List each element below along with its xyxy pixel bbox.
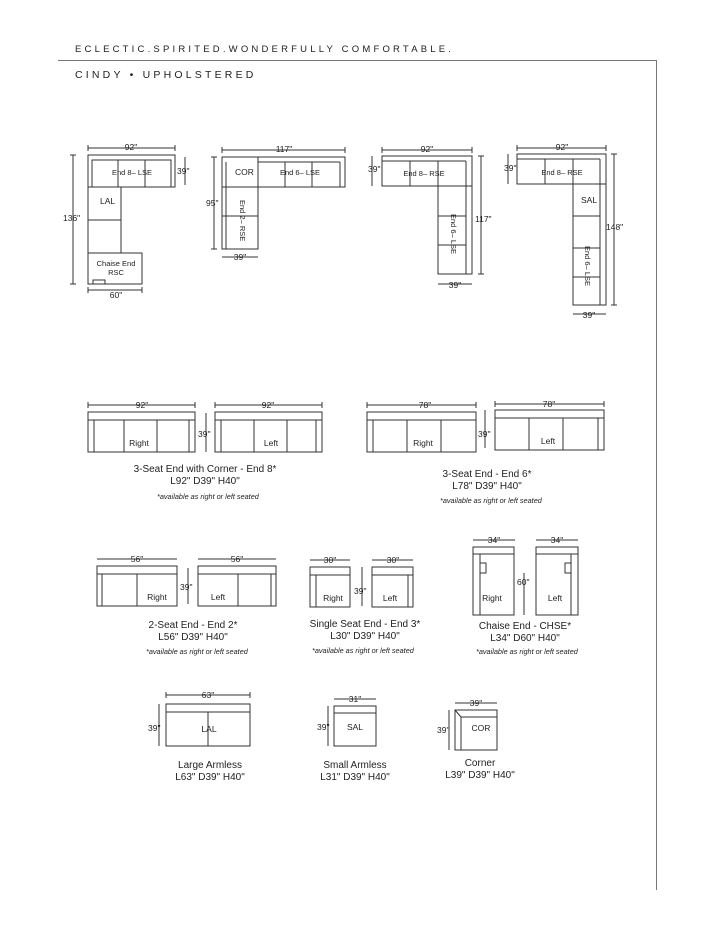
- config-3-diagram: [368, 144, 492, 290]
- piece-2seat: [97, 554, 276, 606]
- p6-name: Large Armless: [178, 760, 242, 771]
- p5-width-right: 34": [487, 535, 501, 545]
- piece-corner: [437, 698, 497, 750]
- c2-side-label: End 2– RSE: [238, 200, 247, 242]
- p7-dims: L31" D39" H40": [320, 772, 390, 783]
- p2-dims: L78" D39" H40": [452, 481, 522, 492]
- p2-right-label: Right: [413, 438, 433, 448]
- c3-top-label: End 8– RSE: [403, 169, 445, 178]
- c4-height: 148": [606, 222, 624, 232]
- p3-width-right: 56": [130, 554, 144, 564]
- c4-side-label: End 6– LSE: [583, 246, 592, 287]
- p6-label: LAL: [201, 724, 217, 734]
- p1-depth: 39": [198, 429, 211, 439]
- config-1-diagram: [63, 142, 189, 300]
- p7-name: Small Armless: [323, 760, 387, 771]
- p2-caption: [387, 469, 587, 493]
- p1-name: 3-Seat End with Corner - End 8*: [133, 464, 277, 475]
- p3-depth: 39": [180, 582, 193, 592]
- piece-single-seat: [310, 555, 413, 607]
- p5-caption: [450, 621, 600, 645]
- p7-depth: 39": [317, 722, 330, 732]
- p1-left-label: Left: [263, 438, 279, 448]
- c2-width: 117": [275, 144, 293, 154]
- p3-dims: L56" D39" H40": [158, 632, 228, 643]
- p8-width: 39": [469, 698, 483, 708]
- c1-height: 136": [63, 213, 81, 223]
- p4-dims: L30" D39" H40": [330, 631, 400, 642]
- c4-top-label: End 8– RSE: [541, 168, 583, 177]
- c1-bottom: 60": [109, 290, 123, 300]
- p1-width-right: 92": [135, 400, 149, 410]
- brand-tagline: ECLECTIC.SPIRITED.WONDERFULLY COMFORTABLE.: [75, 44, 455, 55]
- p2-width-left: 78": [542, 399, 556, 409]
- p3-name: 2-Seat End - End 2*: [148, 620, 238, 631]
- p4-left-label: Left: [382, 593, 398, 603]
- p5-note: *available as right or left seated: [476, 647, 578, 656]
- p1-note: *available as right or left seated: [157, 492, 259, 501]
- c3-depth: 39": [368, 164, 381, 174]
- p7-label: SAL: [346, 722, 364, 732]
- piece-small-armless: [317, 694, 376, 746]
- p1-dims: L92" D39" H40": [170, 476, 240, 487]
- p4-right-label: Right: [323, 593, 343, 603]
- p1-width-left: 92": [261, 400, 275, 410]
- c1-depth: 39": [177, 166, 190, 176]
- p4-depth: 39": [354, 586, 367, 596]
- p2-width-right: 78": [418, 400, 432, 410]
- p4-name: Single Seat End - End 3*: [309, 619, 421, 630]
- p8-depth: 39": [437, 725, 450, 735]
- c1-chaise-label: Chaise End: [96, 259, 136, 268]
- c3-bottom: 39": [448, 280, 462, 290]
- c4-width: 92": [555, 142, 569, 152]
- p5-dims: L34" D60" H40": [490, 633, 560, 644]
- p8-name: Corner: [464, 758, 496, 769]
- p3-left-label: Left: [210, 592, 226, 602]
- collection-title: CINDY • UPHOLSTERED: [75, 69, 257, 81]
- p5-name: Chaise End - CHSE*: [478, 621, 572, 632]
- piece-3seat-corner: [88, 400, 322, 452]
- p5-width-left: 34": [550, 535, 564, 545]
- c2-height: 95": [206, 198, 219, 208]
- p5-left-label: Left: [547, 593, 563, 603]
- config-2-diagram: [206, 144, 345, 262]
- p2-name: 3-Seat End - End 6*: [442, 469, 532, 480]
- p3-caption: [108, 620, 278, 644]
- p6-dims: L63" D39" H40": [175, 772, 245, 783]
- c3-side-label: End 6– LSE: [449, 214, 458, 255]
- c4-sal-label: SAL: [581, 195, 598, 205]
- p4-width-left: 30": [386, 555, 400, 565]
- p8-label: COR: [471, 723, 491, 733]
- p4-note: *available as right or left seated: [312, 646, 414, 655]
- p3-note: *available as right or left seated: [146, 647, 248, 656]
- p8-caption: [410, 758, 550, 782]
- piece-large-armless: [148, 690, 250, 746]
- c2-top-label: End 6– LSE: [279, 168, 321, 177]
- p4-width-right: 30": [323, 555, 337, 565]
- p3-width-left: 56": [230, 554, 244, 564]
- p2-note: *available as right or left seated: [440, 496, 542, 505]
- c1-lal-label: LAL: [100, 196, 116, 206]
- p5-right-label: Right: [482, 593, 502, 603]
- c2-cor-label: COR: [235, 167, 254, 177]
- p6-depth: 39": [148, 723, 161, 733]
- p1-caption: [105, 464, 305, 488]
- p8-dims: L39" D39" H40": [445, 770, 515, 781]
- p1-right-label: Right: [129, 438, 149, 448]
- c3-width: 92": [420, 144, 434, 154]
- p2-left-label: Left: [540, 436, 556, 446]
- c2-bottom: 39": [233, 252, 247, 262]
- piece-3seat: [367, 399, 604, 452]
- c3-height: 117": [475, 214, 492, 224]
- piece-chaise: [473, 535, 578, 615]
- p4-caption: [290, 619, 440, 643]
- c1-top-label: End 8– LSE: [111, 168, 153, 177]
- c4-bottom: 39": [582, 310, 596, 320]
- p3-right-label: Right: [147, 592, 167, 602]
- c1-rsc-label: RSC: [108, 268, 124, 277]
- p7-caption: [285, 760, 425, 784]
- c1-width: 92": [124, 142, 138, 152]
- p5-depth: 60": [517, 577, 530, 587]
- config-4-diagram: [504, 142, 623, 320]
- p6-width: 63": [201, 690, 215, 700]
- c4-depth: 39": [504, 163, 517, 173]
- p7-width: 31": [348, 694, 362, 704]
- p6-caption: [140, 760, 280, 784]
- p2-depth: 39": [478, 429, 491, 439]
